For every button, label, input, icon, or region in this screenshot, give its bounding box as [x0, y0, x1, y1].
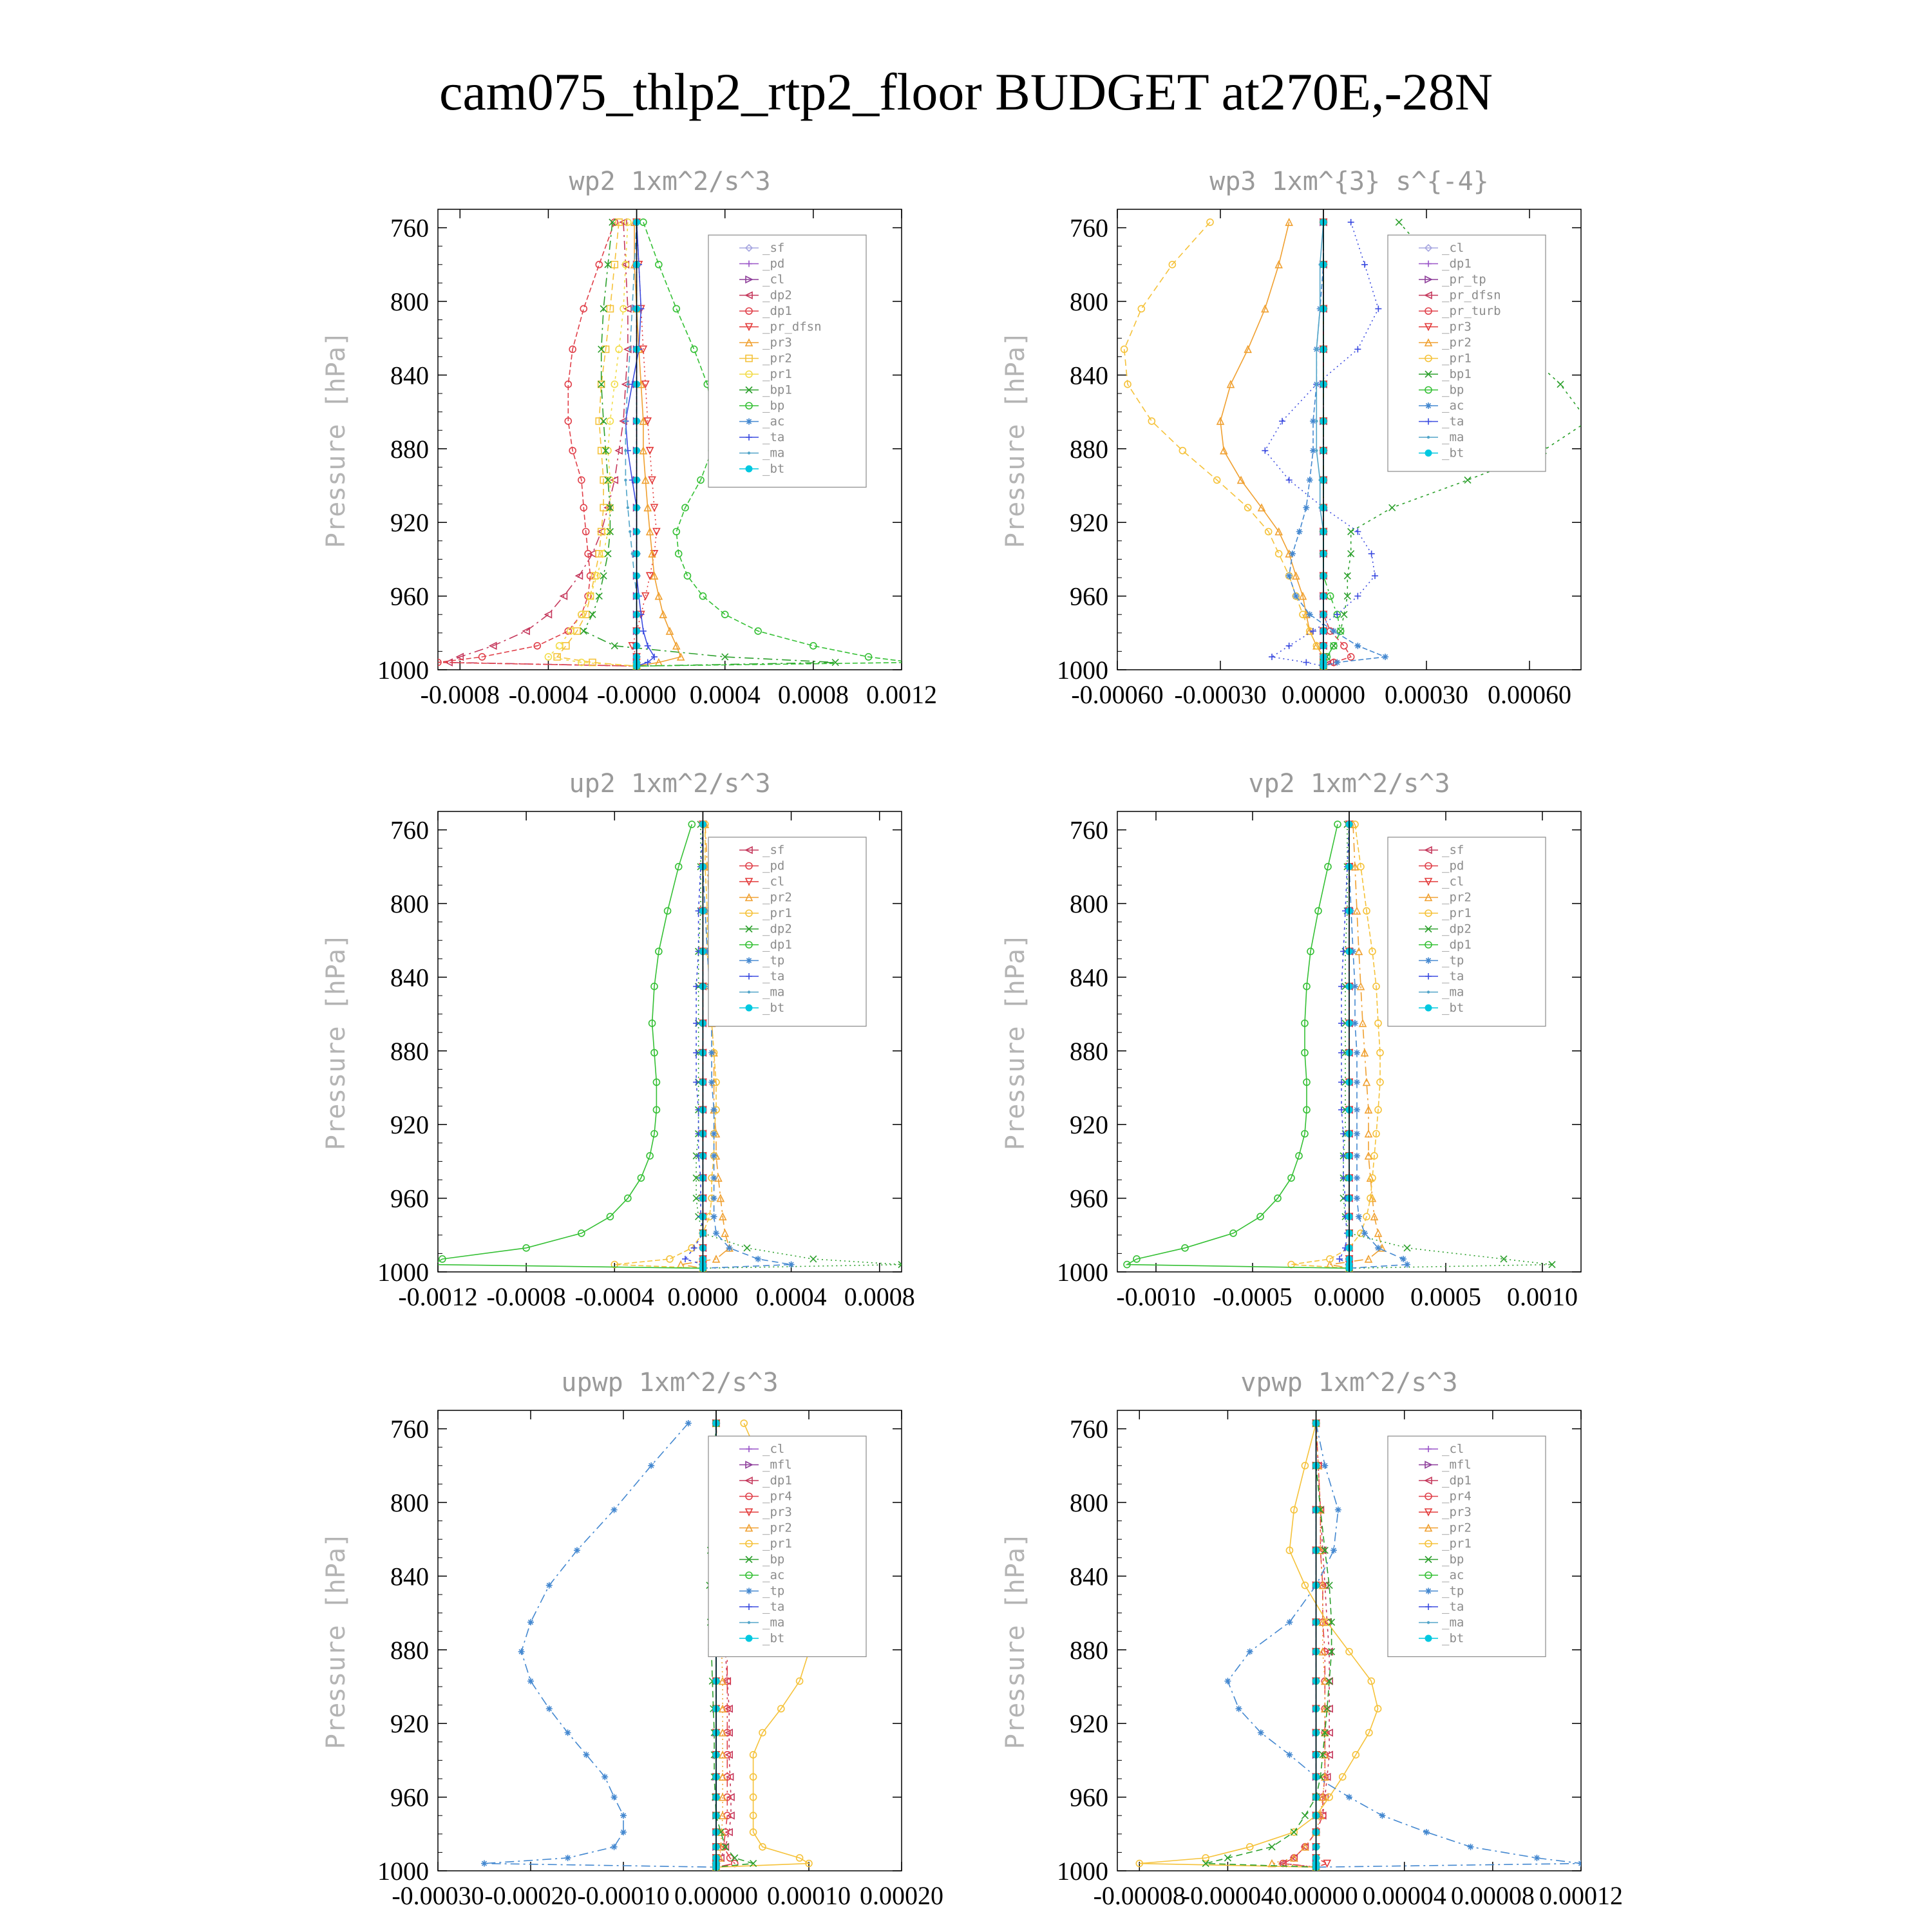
y-tick-label: 840: [1070, 361, 1108, 390]
y-tick-label: 960: [1070, 1184, 1108, 1213]
legend-entry: _pr3: [1442, 319, 1472, 334]
y-tick-label: 1000: [1057, 1857, 1108, 1886]
legend: [1388, 235, 1546, 471]
data-point: [627, 506, 629, 509]
x-tick-label: 0.0008: [777, 680, 849, 709]
data-point: [624, 478, 627, 481]
legend-marker: [1425, 402, 1432, 409]
y-tick-label: 760: [390, 1414, 429, 1444]
data-point: [601, 1774, 608, 1780]
legend-entry: _ma: [762, 985, 785, 999]
x-tick-label: -0.00060: [1071, 680, 1164, 709]
data-point: [1382, 654, 1388, 660]
data-point: [565, 1855, 571, 1861]
y-tick-label: 760: [1070, 213, 1108, 243]
data-point: [1379, 1812, 1385, 1819]
legend-entry: _ac: [1442, 1568, 1464, 1582]
data-point: [708, 1050, 715, 1056]
data-point: [711, 1213, 717, 1220]
x-tick-label: 0.00000: [674, 1881, 758, 1910]
data-point: [1296, 529, 1303, 535]
legend-marker: [748, 451, 750, 454]
legend-entry: _dp2: [762, 922, 792, 936]
data-point: [1258, 1730, 1264, 1736]
data-point: [629, 348, 631, 350]
panel-title: upwp 1xm^2/s^3: [561, 1368, 779, 1397]
y-tick-label: 880: [390, 1036, 429, 1066]
x-tick-label: -0.0004: [574, 1282, 654, 1311]
legend-entry: _pr2: [1442, 336, 1472, 350]
y-tick-label: 920: [390, 1709, 429, 1739]
data-point: [1468, 1844, 1474, 1850]
data-point: [711, 1175, 717, 1181]
panel-title: up2 1xm^2/s^3: [569, 769, 771, 799]
x-tick-label: -0.00008: [1093, 1881, 1186, 1910]
data-point: [1356, 1213, 1362, 1220]
data-point: [518, 1649, 525, 1655]
legend-entry: _bt: [762, 1001, 785, 1015]
legend-entry: _ta: [1442, 1600, 1464, 1614]
legend-entry: _ta: [1442, 969, 1464, 983]
figure-title: cam075_thlp2_rtp2_floor BUDGET at270E,-28N: [439, 62, 1493, 121]
legend-entry: _sf: [1442, 843, 1464, 857]
y-tick-label: 920: [390, 1110, 429, 1140]
legend-entry: _tp: [762, 1584, 785, 1598]
legend-entry: _tp: [1442, 953, 1464, 968]
data-point: [624, 420, 627, 422]
y-tick-label: 760: [390, 213, 429, 243]
legend-entry: _ac: [762, 1568, 785, 1582]
y-tick-label: 960: [1070, 582, 1108, 611]
legend-entry: _pr1: [762, 1537, 792, 1551]
data-point: [1334, 659, 1340, 666]
y-tick-label: 1000: [1057, 656, 1108, 685]
data-point: [546, 1582, 553, 1589]
legend-marker: [746, 1635, 752, 1642]
y-tick-label: 840: [390, 361, 429, 390]
y-tick-label: 920: [390, 508, 429, 538]
data-point: [629, 530, 631, 533]
legend-marker: [1425, 1588, 1432, 1595]
x-tick-label: -0.0010: [1116, 1282, 1196, 1311]
legend-entry: _ta: [762, 430, 785, 444]
x-tick-label: 0.00030: [1385, 680, 1468, 709]
data-point: [1375, 1245, 1381, 1251]
legend-entry: _cl: [762, 1442, 785, 1456]
y-tick-label: 960: [390, 1783, 429, 1812]
x-tick-label: 0.00020: [860, 1881, 943, 1910]
data-point: [546, 1705, 553, 1712]
data-point: [713, 1230, 719, 1236]
legend-entry: _pr2: [1442, 890, 1472, 905]
legend-entry: _pr_tp: [1442, 272, 1486, 287]
data-point: [624, 449, 627, 451]
data-point: [648, 1463, 654, 1469]
data-point: [574, 1547, 580, 1553]
data-point: [1354, 1079, 1360, 1085]
legend-marker: [1427, 436, 1430, 439]
legend-entry: _bt: [1442, 1631, 1464, 1645]
data-point: [1247, 1649, 1253, 1655]
data-point: [611, 1794, 618, 1801]
panel-title: wp2 1xm^2/s^3: [569, 167, 771, 196]
data-point: [711, 1131, 717, 1137]
legend-entry: _pr4: [1442, 1489, 1472, 1504]
legend-entry: _cl: [762, 272, 785, 287]
x-tick-label: 0.0005: [1410, 1282, 1481, 1311]
x-tick-label: 0.0000: [1314, 1282, 1385, 1311]
data-point: [1346, 1794, 1352, 1801]
data-point: [1286, 1752, 1293, 1758]
y-axis-label: Pressure [hPa]: [1001, 1531, 1030, 1750]
x-tick-label: 0.00060: [1488, 680, 1571, 709]
y-tick-label: 760: [390, 815, 429, 845]
data-point: [1354, 1175, 1360, 1181]
y-tick-label: 960: [390, 1184, 429, 1213]
y-tick-label: 1000: [377, 1857, 429, 1886]
y-tick-label: 920: [1070, 1110, 1108, 1140]
x-tick-label: 0.00000: [1274, 1881, 1358, 1910]
x-tick-label: 0.00000: [1282, 680, 1365, 709]
legend-marker: [1427, 990, 1430, 993]
x-tick-label: 0.0012: [866, 680, 937, 709]
legend-entry: _bt: [1442, 1001, 1464, 1015]
legend-entry: _sf: [762, 843, 785, 857]
legend-entry: _pr1: [1442, 351, 1472, 366]
x-tick-label: -0.00020: [484, 1881, 577, 1910]
legend-entry: _pr_dfsn: [762, 319, 822, 334]
y-tick-label: 880: [390, 1635, 429, 1665]
data-point: [1354, 643, 1361, 649]
data-point: [1286, 1619, 1293, 1625]
x-tick-label: -0.0008: [420, 680, 500, 709]
legend-entry: _pr3: [1442, 1505, 1472, 1519]
x-tick-label: -0.0000: [596, 680, 677, 709]
data-point: [1315, 383, 1318, 386]
legend-entry: _pr1: [762, 906, 792, 920]
data-point: [1331, 1547, 1337, 1553]
legend-entry: _bp1: [1442, 367, 1472, 381]
legend-marker: [748, 990, 750, 993]
legend: [708, 837, 866, 1027]
data-point: [1236, 1705, 1242, 1712]
legend-entry: _dp1: [762, 938, 792, 952]
data-point: [481, 1861, 488, 1867]
data-point: [527, 1678, 534, 1684]
legend-entry: _bt: [762, 1631, 785, 1645]
x-tick-label: 0.0010: [1507, 1282, 1578, 1311]
legend-entry: _pd: [1442, 858, 1464, 873]
data-point: [583, 1752, 589, 1758]
y-tick-label: 960: [1070, 1783, 1108, 1812]
data-point: [1307, 611, 1313, 618]
legend-entry: _bp1: [762, 383, 792, 397]
x-tick-label: -0.0005: [1213, 1282, 1293, 1311]
data-point: [788, 1262, 795, 1268]
legend-entry: _bp: [1442, 383, 1464, 397]
y-tick-label: 880: [1070, 434, 1108, 464]
data-point: [1321, 1463, 1328, 1469]
panel-title: vp2 1xm^2/s^3: [1248, 769, 1450, 799]
data-point: [1315, 449, 1318, 451]
legend-entry: _bt: [762, 462, 785, 476]
legend-entry: _dp1: [1442, 938, 1472, 952]
legend-marker: [746, 958, 752, 964]
y-tick-label: 800: [390, 287, 429, 316]
y-tick-label: 1000: [377, 656, 429, 685]
legend-entry: _dp1: [762, 304, 792, 318]
y-tick-label: 760: [1070, 815, 1108, 845]
data-point: [1307, 477, 1313, 483]
data-point: [726, 1245, 733, 1251]
legend-entry: _ac: [1442, 399, 1464, 413]
x-tick-label: 0.00012: [1539, 1881, 1623, 1910]
data-point: [755, 1256, 761, 1262]
x-tick-label: 0.0000: [667, 1282, 739, 1311]
data-point: [711, 1106, 717, 1113]
data-point: [1335, 1506, 1341, 1513]
y-tick-label: 1000: [1057, 1258, 1108, 1287]
y-tick-label: 880: [1070, 1635, 1108, 1665]
data-point: [1361, 1230, 1368, 1236]
x-tick-label: -0.0012: [398, 1282, 478, 1311]
legend-entry: _dp1: [1442, 256, 1472, 271]
legend-entry: _pd: [762, 256, 785, 271]
legend-marker: [1425, 958, 1432, 964]
legend-marker: [748, 1621, 750, 1624]
data-point: [620, 1812, 627, 1819]
data-point: [1533, 1855, 1540, 1861]
legend-entry: _tp: [1442, 1584, 1464, 1598]
x-tick-label: -0.00030: [1174, 680, 1267, 709]
y-tick-label: 880: [1070, 1036, 1108, 1066]
legend-entry: _pr4: [762, 1489, 792, 1504]
data-point: [711, 1153, 717, 1159]
x-tick-label: -0.00010: [577, 1881, 670, 1910]
y-tick-label: 800: [390, 889, 429, 918]
legend-marker: [746, 1005, 752, 1011]
legend: [1388, 837, 1546, 1027]
y-axis-label: Pressure [hPa]: [321, 330, 351, 549]
legend-marker: [1425, 450, 1432, 457]
x-tick-label: -0.0008: [486, 1282, 566, 1311]
y-tick-label: 800: [1070, 889, 1108, 918]
y-tick-label: 960: [390, 582, 429, 611]
x-tick-label: -0.00004: [1181, 1881, 1274, 1910]
x-tick-label: 0.0008: [844, 1282, 915, 1311]
legend-entry: _ta: [762, 1600, 785, 1614]
x-tick-label: 0.0004: [689, 680, 761, 709]
x-tick-label: 0.0004: [755, 1282, 827, 1311]
y-tick-label: 800: [390, 1488, 429, 1517]
legend-entry: _pd: [762, 858, 785, 873]
data-point: [1404, 1262, 1410, 1268]
data-point: [1286, 573, 1293, 579]
data-point: [1423, 1829, 1430, 1835]
legend-entry: _pr2: [762, 1520, 792, 1535]
data-point: [685, 1420, 692, 1426]
legend: [708, 1436, 866, 1657]
x-tick-label: -0.0004: [508, 680, 589, 709]
legend-entry: _tp: [762, 953, 785, 968]
y-tick-label: 840: [1070, 963, 1108, 992]
data-point: [627, 383, 629, 386]
x-tick-label: 0.00004: [1362, 1881, 1446, 1910]
legend-entry: _pr3: [762, 336, 792, 350]
legend-entry: _pr_turb: [1442, 304, 1501, 318]
data-point: [708, 1079, 715, 1085]
legend-marker: [746, 1588, 752, 1595]
data-point: [1400, 1256, 1406, 1262]
legend-entry: _cl: [1442, 875, 1464, 889]
legend-entry: _ma: [762, 446, 785, 460]
legend-marker: [746, 419, 752, 425]
data-point: [1354, 1153, 1360, 1159]
legend-entry: _cl: [1442, 241, 1464, 255]
legend-entry: _ma: [1442, 430, 1464, 444]
legend-entry: _ac: [762, 414, 785, 429]
y-tick-label: 840: [390, 1562, 429, 1591]
legend-entry: _pr1: [1442, 906, 1472, 920]
legend-entry: _bt: [1442, 446, 1464, 460]
legend: [708, 235, 866, 488]
y-tick-label: 1000: [377, 1258, 429, 1287]
data-point: [1331, 628, 1337, 634]
legend-entry: _ma: [1442, 1615, 1464, 1630]
legend-entry: _sf: [762, 241, 785, 255]
y-axis-label: Pressure [hPa]: [1001, 330, 1030, 549]
legend-entry: _ta: [1442, 414, 1464, 429]
legend-entry: _dp1: [762, 1473, 792, 1488]
legend-entry: _ma: [762, 1615, 785, 1630]
y-axis-label: Pressure [hPa]: [321, 933, 351, 1151]
data-point: [1354, 1195, 1360, 1202]
data-point: [565, 1730, 571, 1736]
legend-entry: _bp: [762, 1552, 785, 1567]
y-tick-label: 840: [1070, 1562, 1108, 1591]
legend-entry: _pr2: [762, 890, 792, 905]
legend-entry: _ma: [1442, 985, 1464, 999]
y-tick-label: 800: [1070, 287, 1108, 316]
data-point: [1293, 593, 1299, 600]
legend-entry: _cl: [1442, 1442, 1464, 1456]
legend: [1388, 1436, 1546, 1657]
legend-entry: _pr1: [1442, 1537, 1472, 1551]
y-tick-label: 800: [1070, 1488, 1108, 1517]
legend-entry: _cl: [762, 875, 785, 889]
legend-marker: [1425, 1005, 1432, 1011]
legend-entry: _pr_dfsn: [1442, 288, 1501, 303]
data-point: [1354, 1131, 1360, 1137]
data-point: [711, 1195, 717, 1202]
y-tick-label: 760: [1070, 1414, 1108, 1444]
legend-entry: _pr3: [762, 1505, 792, 1519]
data-point: [611, 1844, 618, 1850]
legend-entry: _ta: [762, 969, 785, 983]
legend-entry: _bp: [1442, 1552, 1464, 1567]
y-tick-label: 920: [1070, 508, 1108, 538]
legend-entry: _pr2: [762, 351, 792, 366]
panel-title: wp3 1xm^{3} s^{-4}: [1209, 167, 1489, 196]
legend-entry: _mfl: [762, 1457, 792, 1472]
x-tick-label: 0.00010: [767, 1881, 851, 1910]
legend-entry: _dp2: [762, 288, 792, 303]
legend-marker: [1427, 1621, 1430, 1624]
y-tick-label: 880: [390, 434, 429, 464]
legend-entry: _dp2: [1442, 922, 1472, 936]
legend-entry: _pr2: [1442, 1520, 1472, 1535]
y-axis-label: Pressure [hPa]: [1001, 933, 1030, 1151]
data-point: [527, 1619, 534, 1625]
legend-entry: _pr1: [762, 367, 792, 381]
legend-entry: _mfl: [1442, 1457, 1472, 1472]
data-point: [611, 1506, 618, 1513]
x-tick-label: 0.00008: [1450, 1881, 1535, 1910]
y-tick-label: 920: [1070, 1709, 1108, 1739]
data-point: [1315, 348, 1318, 350]
data-point: [1315, 420, 1318, 422]
data-point: [1354, 1050, 1360, 1056]
data-point: [1224, 1678, 1231, 1684]
legend-entry: _bp: [762, 399, 785, 413]
data-point: [1354, 1106, 1360, 1113]
legend-marker: [746, 466, 752, 472]
data-point: [620, 1829, 627, 1835]
data-point: [1303, 504, 1309, 511]
x-tick-label: -0.00030: [392, 1881, 484, 1910]
y-axis-label: Pressure [hPa]: [321, 1531, 351, 1750]
legend-entry: _dp1: [1442, 1473, 1472, 1488]
y-tick-label: 840: [390, 963, 429, 992]
panel-title: vpwp 1xm^2/s^3: [1240, 1368, 1458, 1397]
data-point: [1289, 551, 1296, 557]
legend-marker: [1425, 1635, 1432, 1642]
